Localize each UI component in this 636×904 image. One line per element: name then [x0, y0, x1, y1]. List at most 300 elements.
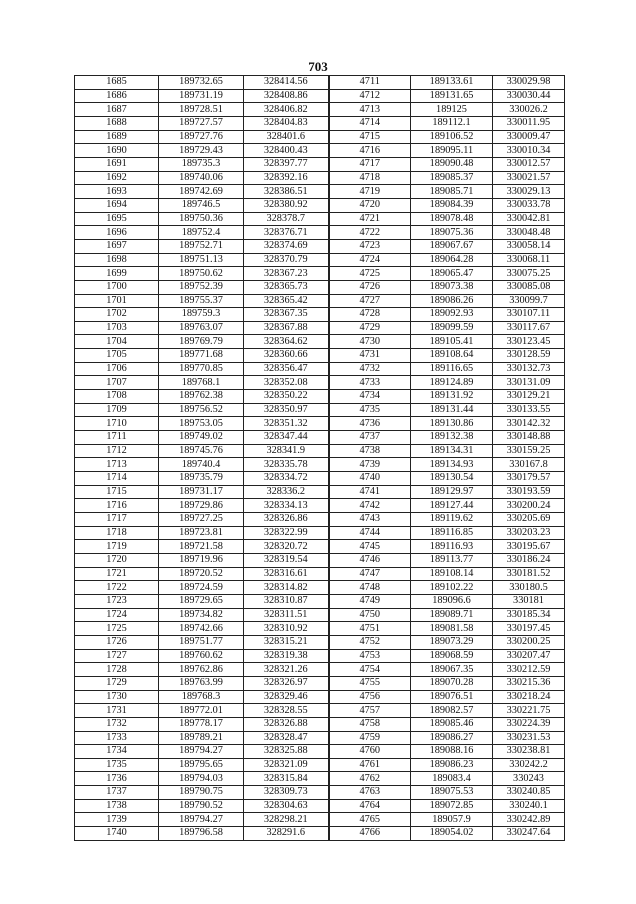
- y-coordinate-cell: 330221.75: [493, 704, 565, 718]
- point-number-cell: 1738: [75, 799, 159, 813]
- x-coordinate-cell: 189760.62: [159, 649, 244, 663]
- point-number-cell: 1702: [75, 308, 159, 322]
- point-number-cell: 4758: [329, 717, 411, 731]
- x-coordinate-cell: 189794.03: [159, 772, 244, 786]
- y-coordinate-cell: 330117.67: [493, 321, 565, 335]
- point-number-cell: 1708: [75, 390, 159, 404]
- point-number-cell: 4742: [329, 499, 411, 513]
- x-coordinate-cell: 189727.76: [159, 130, 244, 144]
- x-coordinate-cell: 189770.85: [159, 362, 244, 376]
- point-number-cell: 4726: [329, 280, 411, 294]
- point-number-cell: 4744: [329, 526, 411, 540]
- point-number-cell: 1706: [75, 362, 159, 376]
- y-coordinate-cell: 330132.73: [493, 362, 565, 376]
- table-row: [75, 335, 565, 349]
- x-coordinate-cell: 189127.44: [411, 499, 493, 513]
- point-number-cell: 1734: [75, 745, 159, 759]
- point-number-cell: 1731: [75, 704, 159, 718]
- y-coordinate-cell: 330033.78: [493, 198, 565, 212]
- x-coordinate-cell: 189090.48: [411, 157, 493, 171]
- x-coordinate-cell: 189762.38: [159, 390, 244, 404]
- x-coordinate-cell: 189735.3: [159, 157, 244, 171]
- point-number-cell: 1707: [75, 376, 159, 390]
- table-row: [75, 198, 565, 212]
- point-number-cell: 1687: [75, 103, 159, 117]
- y-coordinate-cell: 330159.25: [493, 444, 565, 458]
- y-coordinate-cell: 328326.88: [244, 717, 329, 731]
- y-coordinate-cell: 328351.32: [244, 417, 329, 431]
- y-coordinate-cell: 330200.25: [493, 635, 565, 649]
- x-coordinate-cell: 189086.23: [411, 758, 493, 772]
- point-number-cell: 1710: [75, 417, 159, 431]
- point-number-cell: 4729: [329, 321, 411, 335]
- y-coordinate-cell: 328319.54: [244, 553, 329, 567]
- point-number-cell: 1700: [75, 280, 159, 294]
- x-coordinate-cell: 189130.54: [411, 472, 493, 486]
- point-number-cell: 4761: [329, 758, 411, 772]
- y-coordinate-cell: 328321.09: [244, 758, 329, 772]
- x-coordinate-cell: 189096.6: [411, 594, 493, 608]
- y-coordinate-cell: 330179.57: [493, 472, 565, 486]
- y-coordinate-cell: 328401.6: [244, 130, 329, 144]
- point-number-cell: 1692: [75, 171, 159, 185]
- x-coordinate-cell: 189092.93: [411, 308, 493, 322]
- point-number-cell: 1690: [75, 144, 159, 158]
- y-coordinate-cell: 328304.63: [244, 799, 329, 813]
- point-number-cell: 4728: [329, 308, 411, 322]
- table-row: [75, 157, 565, 171]
- x-coordinate-cell: 189772.01: [159, 704, 244, 718]
- y-coordinate-cell: 328386.51: [244, 185, 329, 199]
- y-coordinate-cell: 330242.89: [493, 813, 565, 827]
- x-coordinate-cell: 189112.1: [411, 116, 493, 130]
- x-coordinate-cell: 189119.62: [411, 513, 493, 527]
- point-number-cell: 4711: [329, 76, 411, 90]
- point-number-cell: 1729: [75, 676, 159, 690]
- y-coordinate-cell: 328367.35: [244, 308, 329, 322]
- point-number-cell: 4757: [329, 704, 411, 718]
- x-coordinate-cell: 189086.26: [411, 294, 493, 308]
- x-coordinate-cell: 189131.44: [411, 403, 493, 417]
- y-coordinate-cell: 328316.61: [244, 567, 329, 581]
- x-coordinate-cell: 189740.06: [159, 171, 244, 185]
- y-coordinate-cell: 330180.5: [493, 581, 565, 595]
- y-coordinate-cell: 328311.51: [244, 608, 329, 622]
- x-coordinate-cell: 189740.4: [159, 458, 244, 472]
- x-coordinate-cell: 189768.1: [159, 376, 244, 390]
- x-coordinate-cell: 189753.05: [159, 417, 244, 431]
- y-coordinate-cell: 330224.39: [493, 717, 565, 731]
- x-coordinate-cell: 189130.86: [411, 417, 493, 431]
- table-row: [75, 676, 565, 690]
- point-number-cell: 1713: [75, 458, 159, 472]
- x-coordinate-cell: 189794.27: [159, 745, 244, 759]
- point-number-cell: 1705: [75, 349, 159, 363]
- x-coordinate-cell: 189729.86: [159, 499, 244, 513]
- table-row: [75, 827, 565, 841]
- y-coordinate-cell: 328315.84: [244, 772, 329, 786]
- table-row: [75, 349, 565, 363]
- x-coordinate-cell: 189778.17: [159, 717, 244, 731]
- point-number-cell: 4743: [329, 513, 411, 527]
- x-coordinate-cell: 189768.3: [159, 690, 244, 704]
- y-coordinate-cell: 328341.9: [244, 444, 329, 458]
- table-row: [75, 362, 565, 376]
- point-number-cell: 1718: [75, 526, 159, 540]
- table-row: [75, 594, 565, 608]
- point-number-cell: 1685: [75, 76, 159, 90]
- table-row: [75, 116, 565, 130]
- point-number-cell: 4756: [329, 690, 411, 704]
- point-number-cell: 1736: [75, 772, 159, 786]
- x-coordinate-cell: 189070.28: [411, 676, 493, 690]
- point-number-cell: 1720: [75, 553, 159, 567]
- point-number-cell: 4753: [329, 649, 411, 663]
- point-number-cell: 1714: [75, 472, 159, 486]
- table-row: [75, 799, 565, 813]
- x-coordinate-cell: 189731.19: [159, 89, 244, 103]
- y-coordinate-cell: 328328.47: [244, 731, 329, 745]
- x-coordinate-cell: 189729.43: [159, 144, 244, 158]
- x-coordinate-cell: 189763.07: [159, 321, 244, 335]
- x-coordinate-cell: 189795.65: [159, 758, 244, 772]
- point-number-cell: 4765: [329, 813, 411, 827]
- x-coordinate-cell: 189771.68: [159, 349, 244, 363]
- point-number-cell: 4731: [329, 349, 411, 363]
- y-coordinate-cell: 330099.7: [493, 294, 565, 308]
- table-row: [75, 144, 565, 158]
- table-row: [75, 704, 565, 718]
- y-coordinate-cell: 330029.98: [493, 76, 565, 90]
- x-coordinate-cell: 189728.51: [159, 103, 244, 117]
- x-coordinate-cell: 189072.85: [411, 799, 493, 813]
- point-number-cell: 4730: [329, 335, 411, 349]
- y-coordinate-cell: 328309.73: [244, 786, 329, 800]
- point-number-cell: 4747: [329, 567, 411, 581]
- x-coordinate-cell: 189745.76: [159, 444, 244, 458]
- table-row: [75, 403, 565, 417]
- x-coordinate-cell: 189084.39: [411, 198, 493, 212]
- table-row: [75, 758, 565, 772]
- y-coordinate-cell: 328414.56: [244, 76, 329, 90]
- point-number-cell: 4718: [329, 171, 411, 185]
- y-coordinate-cell: 328329.46: [244, 690, 329, 704]
- y-coordinate-cell: 330012.57: [493, 157, 565, 171]
- point-number-cell: 4715: [329, 130, 411, 144]
- x-coordinate-cell: 189727.57: [159, 116, 244, 130]
- x-coordinate-cell: 189727.25: [159, 513, 244, 527]
- point-number-cell: 4721: [329, 212, 411, 226]
- point-number-cell: 4733: [329, 376, 411, 390]
- point-number-cell: 1716: [75, 499, 159, 513]
- y-coordinate-cell: 330181: [493, 594, 565, 608]
- x-coordinate-cell: 189790.75: [159, 786, 244, 800]
- y-coordinate-cell: 328350.22: [244, 390, 329, 404]
- point-number-cell: 1730: [75, 690, 159, 704]
- y-coordinate-cell: 330240.1: [493, 799, 565, 813]
- y-coordinate-cell: 330048.48: [493, 226, 565, 240]
- x-coordinate-cell: 189763.99: [159, 676, 244, 690]
- y-coordinate-cell: 330212.59: [493, 663, 565, 677]
- y-coordinate-cell: 328326.97: [244, 676, 329, 690]
- x-coordinate-cell: 189759.3: [159, 308, 244, 322]
- y-coordinate-cell: 330009.47: [493, 130, 565, 144]
- x-coordinate-cell: 189133.61: [411, 76, 493, 90]
- x-coordinate-cell: 189083.4: [411, 772, 493, 786]
- point-number-cell: 1739: [75, 813, 159, 827]
- table-row: [75, 622, 565, 636]
- table-row: [75, 226, 565, 240]
- point-number-cell: 4752: [329, 635, 411, 649]
- table-row: [75, 171, 565, 185]
- table-row: [75, 294, 565, 308]
- table-row: [75, 690, 565, 704]
- point-number-cell: 4725: [329, 267, 411, 281]
- point-number-cell: 1722: [75, 581, 159, 595]
- point-number-cell: 4712: [329, 89, 411, 103]
- table-row: [75, 321, 565, 335]
- point-number-cell: 1725: [75, 622, 159, 636]
- y-coordinate-cell: 328328.55: [244, 704, 329, 718]
- y-coordinate-cell: 330197.45: [493, 622, 565, 636]
- table-row: [75, 280, 565, 294]
- y-coordinate-cell: 330200.24: [493, 499, 565, 513]
- x-coordinate-cell: 189794.27: [159, 813, 244, 827]
- x-coordinate-cell: 189732.65: [159, 76, 244, 90]
- y-coordinate-cell: 330129.21: [493, 390, 565, 404]
- point-number-cell: 1703: [75, 321, 159, 335]
- point-number-cell: 4736: [329, 417, 411, 431]
- x-coordinate-cell: 189073.29: [411, 635, 493, 649]
- y-coordinate-cell: 328374.69: [244, 239, 329, 253]
- point-number-cell: 4740: [329, 472, 411, 486]
- x-coordinate-cell: 189750.62: [159, 267, 244, 281]
- point-number-cell: 4722: [329, 226, 411, 240]
- x-coordinate-cell: 189749.02: [159, 431, 244, 445]
- y-coordinate-cell: 330193.59: [493, 485, 565, 499]
- y-coordinate-cell: 328408.86: [244, 89, 329, 103]
- y-coordinate-cell: 330131.09: [493, 376, 565, 390]
- table-row: [75, 608, 565, 622]
- x-coordinate-cell: 189075.36: [411, 226, 493, 240]
- x-coordinate-cell: 189735.79: [159, 472, 244, 486]
- x-coordinate-cell: 189057.9: [411, 813, 493, 827]
- x-coordinate-cell: 189719.96: [159, 553, 244, 567]
- y-coordinate-cell: 328315.21: [244, 635, 329, 649]
- point-number-cell: 4748: [329, 581, 411, 595]
- y-coordinate-cell: 330195.67: [493, 540, 565, 554]
- y-coordinate-cell: 330185.34: [493, 608, 565, 622]
- point-number-cell: 4755: [329, 676, 411, 690]
- x-coordinate-cell: 189116.93: [411, 540, 493, 554]
- y-coordinate-cell: 328310.92: [244, 622, 329, 636]
- point-number-cell: 1688: [75, 116, 159, 130]
- point-number-cell: 1701: [75, 294, 159, 308]
- y-coordinate-cell: 330240.85: [493, 786, 565, 800]
- x-coordinate-cell: 189742.69: [159, 185, 244, 199]
- x-coordinate-cell: 189752.71: [159, 239, 244, 253]
- x-coordinate-cell: 189134.93: [411, 458, 493, 472]
- x-coordinate-cell: 189752.4: [159, 226, 244, 240]
- table-row: [75, 635, 565, 649]
- point-number-cell: 1698: [75, 253, 159, 267]
- x-coordinate-cell: 189751.13: [159, 253, 244, 267]
- table-row: [75, 553, 565, 567]
- point-number-cell: 1737: [75, 786, 159, 800]
- y-coordinate-cell: 328380.92: [244, 198, 329, 212]
- y-coordinate-cell: 328334.72: [244, 472, 329, 486]
- y-coordinate-cell: 328376.71: [244, 226, 329, 240]
- point-number-cell: 1728: [75, 663, 159, 677]
- point-number-cell: 4763: [329, 786, 411, 800]
- y-coordinate-cell: 330247.64: [493, 827, 565, 841]
- point-number-cell: 4739: [329, 458, 411, 472]
- point-number-cell: 1696: [75, 226, 159, 240]
- table-row: [75, 649, 565, 663]
- point-number-cell: 1686: [75, 89, 159, 103]
- point-number-cell: 4735: [329, 403, 411, 417]
- y-coordinate-cell: 330010.34: [493, 144, 565, 158]
- table-row: [75, 212, 565, 226]
- y-coordinate-cell: 328406.82: [244, 103, 329, 117]
- x-coordinate-cell: 189113.77: [411, 553, 493, 567]
- x-coordinate-cell: 189085.37: [411, 171, 493, 185]
- x-coordinate-cell: 189088.16: [411, 745, 493, 759]
- point-number-cell: 4738: [329, 444, 411, 458]
- y-coordinate-cell: 328347.44: [244, 431, 329, 445]
- point-number-cell: 1724: [75, 608, 159, 622]
- point-number-cell: 4749: [329, 594, 411, 608]
- point-number-cell: 4732: [329, 362, 411, 376]
- table-row: [75, 581, 565, 595]
- point-number-cell: 4716: [329, 144, 411, 158]
- point-number-cell: 4737: [329, 431, 411, 445]
- point-number-cell: 4754: [329, 663, 411, 677]
- y-coordinate-cell: 328350.97: [244, 403, 329, 417]
- y-coordinate-cell: 328336.2: [244, 485, 329, 499]
- table-row: [75, 103, 565, 117]
- y-coordinate-cell: 330128.59: [493, 349, 565, 363]
- table-row: [75, 663, 565, 677]
- point-number-cell: 1712: [75, 444, 159, 458]
- x-coordinate-cell: 189124.89: [411, 376, 493, 390]
- table-row: [75, 130, 565, 144]
- table-row: [75, 253, 565, 267]
- y-coordinate-cell: 330085.08: [493, 280, 565, 294]
- table-row: [75, 458, 565, 472]
- x-coordinate-cell: 189054.02: [411, 827, 493, 841]
- x-coordinate-cell: 189129.97: [411, 485, 493, 499]
- point-number-cell: 1715: [75, 485, 159, 499]
- x-coordinate-cell: 189073.38: [411, 280, 493, 294]
- point-number-cell: 4723: [329, 239, 411, 253]
- y-coordinate-cell: 330142.32: [493, 417, 565, 431]
- point-number-cell: 4746: [329, 553, 411, 567]
- y-coordinate-cell: 330238.81: [493, 745, 565, 759]
- x-coordinate-cell: 189790.52: [159, 799, 244, 813]
- point-number-cell: 1717: [75, 513, 159, 527]
- x-coordinate-cell: 189752.39: [159, 280, 244, 294]
- y-coordinate-cell: 330167.8: [493, 458, 565, 472]
- x-coordinate-cell: 189724.59: [159, 581, 244, 595]
- y-coordinate-cell: 328370.79: [244, 253, 329, 267]
- x-coordinate-cell: 189108.64: [411, 349, 493, 363]
- y-coordinate-cell: 328392.16: [244, 171, 329, 185]
- point-number-cell: 4759: [329, 731, 411, 745]
- point-number-cell: 1733: [75, 731, 159, 745]
- x-coordinate-cell: 189755.37: [159, 294, 244, 308]
- y-coordinate-cell: 328352.08: [244, 376, 329, 390]
- x-coordinate-cell: 189729.65: [159, 594, 244, 608]
- y-coordinate-cell: 328364.62: [244, 335, 329, 349]
- y-coordinate-cell: 330231.53: [493, 731, 565, 745]
- table-row: [75, 499, 565, 513]
- x-coordinate-cell: 189082.57: [411, 704, 493, 718]
- x-coordinate-cell: 189750.36: [159, 212, 244, 226]
- x-coordinate-cell: 189789.21: [159, 731, 244, 745]
- point-number-cell: 1699: [75, 267, 159, 281]
- y-coordinate-cell: 328360.66: [244, 349, 329, 363]
- y-coordinate-cell: 330029.13: [493, 185, 565, 199]
- x-coordinate-cell: 189065.47: [411, 267, 493, 281]
- y-coordinate-cell: 328326.86: [244, 513, 329, 527]
- x-coordinate-cell: 189085.71: [411, 185, 493, 199]
- table-row: [75, 786, 565, 800]
- y-coordinate-cell: 330075.25: [493, 267, 565, 281]
- x-coordinate-cell: 189081.58: [411, 622, 493, 636]
- y-coordinate-cell: 328400.43: [244, 144, 329, 158]
- y-coordinate-cell: 330133.55: [493, 403, 565, 417]
- y-coordinate-cell: 330242.2: [493, 758, 565, 772]
- y-coordinate-cell: 328322.99: [244, 526, 329, 540]
- y-coordinate-cell: 328319.38: [244, 649, 329, 663]
- y-coordinate-cell: 330030.44: [493, 89, 565, 103]
- coordinate-table: [74, 75, 565, 841]
- y-coordinate-cell: 330181.52: [493, 567, 565, 581]
- y-coordinate-cell: 328367.23: [244, 267, 329, 281]
- table-row: [75, 185, 565, 199]
- point-number-cell: 4717: [329, 157, 411, 171]
- y-coordinate-cell: 330186.24: [493, 553, 565, 567]
- y-coordinate-cell: 328321.26: [244, 663, 329, 677]
- point-number-cell: 4713: [329, 103, 411, 117]
- y-coordinate-cell: 328365.73: [244, 280, 329, 294]
- point-number-cell: 4741: [329, 485, 411, 499]
- x-coordinate-cell: 189089.71: [411, 608, 493, 622]
- table-row: [75, 540, 565, 554]
- x-coordinate-cell: 189116.65: [411, 362, 493, 376]
- point-number-cell: 1689: [75, 130, 159, 144]
- x-coordinate-cell: 189076.51: [411, 690, 493, 704]
- y-coordinate-cell: 330068.11: [493, 253, 565, 267]
- x-coordinate-cell: 189756.52: [159, 403, 244, 417]
- table-row: [75, 444, 565, 458]
- y-coordinate-cell: 330218.24: [493, 690, 565, 704]
- table-row: [75, 89, 565, 103]
- table-row: [75, 772, 565, 786]
- y-coordinate-cell: 328291.6: [244, 827, 329, 841]
- y-coordinate-cell: 328356.47: [244, 362, 329, 376]
- x-coordinate-cell: 189102.22: [411, 581, 493, 595]
- point-number-cell: 4745: [329, 540, 411, 554]
- y-coordinate-cell: 328365.42: [244, 294, 329, 308]
- y-coordinate-cell: 330205.69: [493, 513, 565, 527]
- table-row: [75, 731, 565, 745]
- x-coordinate-cell: 189746.5: [159, 198, 244, 212]
- point-number-cell: 4720: [329, 198, 411, 212]
- y-coordinate-cell: 328335.78: [244, 458, 329, 472]
- x-coordinate-cell: 189085.46: [411, 717, 493, 731]
